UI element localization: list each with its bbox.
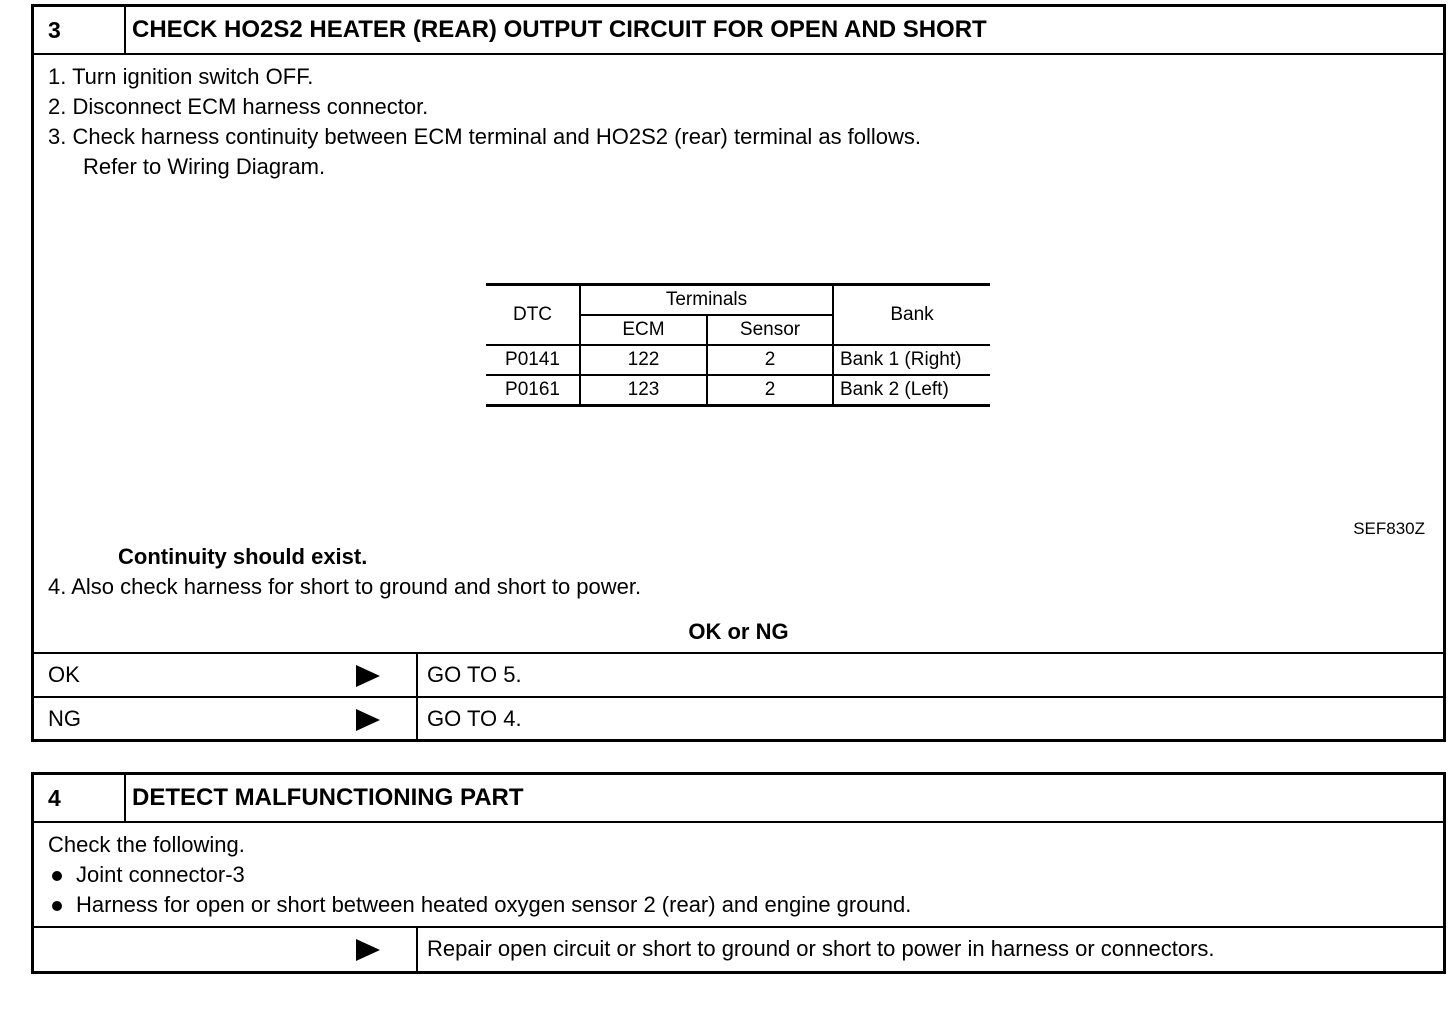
step-number: 3 — [34, 7, 126, 53]
result-label: OK — [48, 662, 80, 687]
divider — [416, 928, 418, 971]
terminal-table — [486, 283, 990, 407]
cell-sensor: 2 — [707, 375, 833, 406]
bullet-icon — [52, 901, 62, 911]
table-row — [486, 375, 990, 406]
step-title: DETECT MALFUNCTIONING PART — [132, 784, 524, 811]
step-title: CHECK HO2S2 HEATER (REAR) OUTPUT CIRCUIT FOR OPEN AND SHORT — [132, 16, 987, 43]
arrow-right-icon — [356, 939, 380, 961]
list-item: Harness for open or short between heated oxygen sensor 2 (rear) and engine ground. — [76, 892, 912, 917]
cell-bank: Bank 1 (Right) — [833, 345, 990, 375]
divider — [416, 654, 418, 696]
result-label: NG — [48, 706, 81, 731]
cell-ecm: 122 — [580, 345, 707, 375]
instruction-3: 3. Check harness continuity between ECM terminal and HO2S2 (rear) terminal as follows. — [48, 124, 922, 149]
header-bank: Bank — [833, 285, 990, 346]
divider — [416, 698, 418, 739]
cell-dtc: P0161 — [486, 375, 580, 406]
continuity-note: Continuity should exist. — [118, 544, 368, 569]
result-action: GO TO 5. — [427, 662, 522, 687]
instruction-4: 4. Also check harness for short to ground and short to power. — [48, 574, 642, 599]
figure-code: SEF830Z — [1353, 519, 1425, 538]
step-3-box — [31, 4, 1446, 742]
cell-dtc: P0141 — [486, 345, 580, 375]
step-4-box — [31, 772, 1446, 974]
header-ecm: ECM — [580, 315, 707, 345]
repair-action: Repair open circuit or short to ground or short to power in harness or connectors. — [427, 936, 1215, 961]
instruction-1: 1. Turn ignition switch OFF. — [48, 64, 314, 89]
header-terminals: Terminals — [580, 285, 833, 316]
step-number: 4 — [34, 775, 126, 821]
step-3-header — [34, 7, 1443, 55]
cell-bank: Bank 2 (Left) — [833, 375, 990, 406]
instruction-2: 2. Disconnect ECM harness connector. — [48, 94, 429, 119]
check-intro: Check the following. — [48, 832, 245, 857]
result-row-ng — [34, 696, 1443, 739]
result-row-ok — [34, 652, 1443, 696]
list-item: Joint connector-3 — [76, 862, 245, 887]
arrow-right-icon — [356, 665, 380, 687]
table-row — [486, 345, 990, 375]
bullet-icon — [52, 871, 62, 881]
cell-ecm: 123 — [580, 375, 707, 406]
result-action: GO TO 4. — [427, 706, 522, 731]
instruction-3-ref: Refer to Wiring Diagram. — [83, 154, 326, 179]
action-row — [34, 926, 1443, 971]
header-sensor: Sensor — [707, 315, 833, 345]
arrow-right-icon — [356, 709, 380, 731]
cell-sensor: 2 — [707, 345, 833, 375]
header-dtc: DTC — [486, 285, 580, 346]
ok-or-ng-label: OK or NG — [688, 619, 789, 644]
step-4-header — [34, 775, 1443, 823]
